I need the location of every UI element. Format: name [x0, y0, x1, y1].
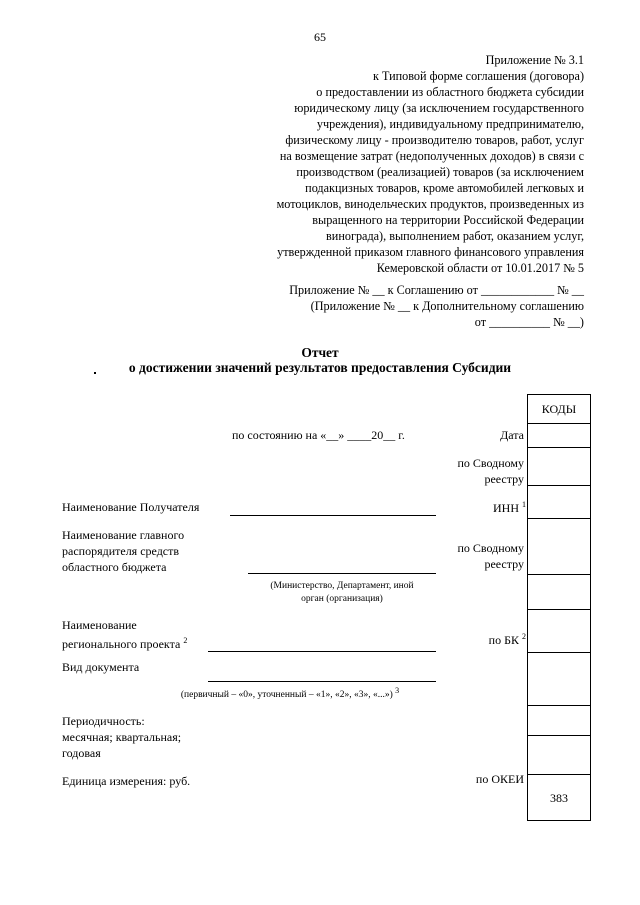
header-line: юридическому лицу (за исключением государственного	[294, 101, 584, 115]
consolidated-registry-line: по Сводному	[457, 541, 524, 555]
ministry-note	[248, 580, 436, 606]
page-number: 65	[314, 30, 326, 44]
periodicity-label	[62, 713, 181, 761]
bk-label-text: по БК	[488, 633, 519, 647]
project-label-line: Наименование	[62, 618, 137, 632]
report-subtitle: о достижении значений результатов предоставления Субсидии	[128, 360, 512, 375]
manager-label-line: распорядителя средств	[62, 544, 180, 558]
codes-header: КОДЫ	[528, 395, 590, 424]
codes-row	[528, 705, 590, 706]
codes-row	[528, 447, 590, 448]
inn-label-text: ИНН	[493, 501, 519, 515]
date-label: Дата	[500, 428, 524, 442]
manager-label-line: областного бюджета	[62, 560, 167, 574]
annex-line: от __________ № __)	[474, 315, 584, 329]
manager-field-line[interactable]	[248, 573, 436, 574]
bk-label	[426, 629, 526, 648]
okei-label: по ОКЕИ	[475, 772, 524, 786]
footnote-ref: 3	[395, 686, 400, 695]
header-line: производством (реализацией) товаров (за исключением	[296, 165, 584, 179]
doc-type-note-text: (первичный – «0», уточненный – «1», «2», «3», «...»)	[180, 690, 393, 701]
ministry-note-line: (Министерство, Департамент, иной	[270, 581, 414, 591]
codes-row	[528, 518, 590, 519]
periodicity-line: месячная; квартальная;	[62, 730, 182, 744]
project-label-line	[62, 633, 187, 652]
footnote-ref: 2	[183, 636, 188, 645]
scan-dot	[94, 372, 96, 374]
project-field-line[interactable]	[208, 651, 436, 652]
annex-line: Приложение № __ к Соглашению от ____________ № __	[289, 283, 584, 297]
as-of-date: по состоянию на «__» ____20__ г.	[232, 428, 405, 442]
doc-type-note	[150, 684, 430, 702]
header-line: мотоциклов, винодельческих продуктов, произведенных из	[276, 197, 584, 211]
footnote-ref: 2	[522, 632, 526, 641]
header-line: Кемеровской области от 10.01.2017 № 5	[376, 261, 584, 275]
doc-type-field-line[interactable]	[208, 681, 436, 682]
periodicity-line: годовая	[62, 746, 101, 760]
project-label	[62, 617, 187, 652]
header-line: винограда), выполнением работ, оказанием услуг,	[326, 229, 584, 243]
codes-row	[528, 574, 590, 575]
consolidated-registry-label	[424, 455, 524, 487]
consolidated-registry-line: реестру	[484, 557, 524, 571]
header-line: о предоставлении из областного бюджета субсидии	[316, 85, 584, 99]
unit-label: Единица измерения: руб.	[62, 774, 191, 788]
codes-row	[528, 735, 590, 736]
header-line: подакцизных товаров, кроме автомобилей легковых и	[305, 181, 584, 195]
codes-table	[527, 394, 591, 821]
header-line: выращенного на территории Российской Федерации	[312, 213, 584, 227]
header-line: утвержденной приказом главного финансового управления	[277, 245, 584, 259]
consolidated-registry-line: реестру	[484, 472, 524, 486]
consolidated-registry-line: по Сводному	[457, 456, 524, 470]
header-line: к Типовой форме соглашения (договора)	[373, 69, 584, 83]
header-line: физическому лицу - производителю товаров, работ, услуг	[285, 133, 584, 147]
codes-row	[528, 774, 590, 775]
manager-label-line: Наименование главного	[62, 528, 185, 542]
annex-line: (Приложение № __ к Дополнительному соглашению	[310, 299, 584, 313]
header-line: учреждения), индивидуальному предпринимателю,	[316, 117, 584, 131]
okei-code-value: 383	[550, 791, 568, 805]
codes-row	[528, 609, 590, 610]
recipient-field-line[interactable]	[230, 515, 436, 516]
header-line: Приложение № 3.1	[485, 53, 584, 67]
appendix-header	[244, 52, 584, 276]
recipient-label: Наименование Получателя	[62, 500, 200, 514]
report-title: Отчет	[301, 345, 339, 360]
manager-label	[62, 527, 232, 575]
project-label-text: регионального проекта	[62, 637, 181, 651]
header-line: на возмещение затрат (недополученных доходов) в связи с	[279, 149, 584, 163]
consolidated-registry-label-2	[424, 540, 524, 572]
codes-row	[528, 485, 590, 486]
footnote-ref: 1	[522, 500, 526, 509]
ministry-note-line: орган (организация)	[301, 594, 383, 604]
periodicity-line: Периодичность:	[62, 714, 145, 728]
inn-label	[426, 497, 526, 516]
doc-type-label: Вид документа	[62, 660, 140, 674]
annex-reference	[244, 282, 584, 330]
codes-row	[528, 652, 590, 653]
